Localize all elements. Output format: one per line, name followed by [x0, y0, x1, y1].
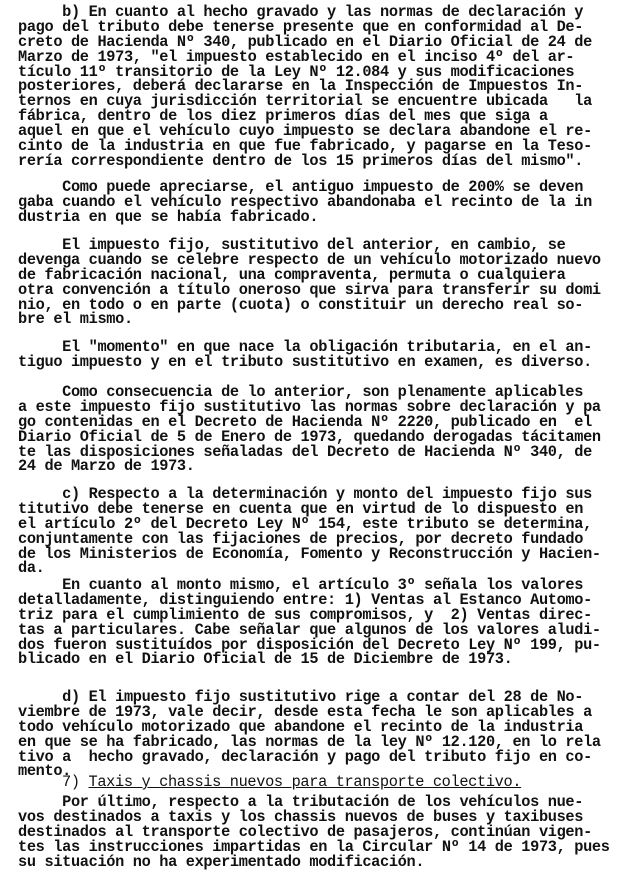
text-line: gaba cuando el vehículo respectivo abandonaba el recinto de la in — [18, 192, 592, 211]
text-line: tivo a hecho gravado, declaración y pago del tributo fijo en co- — [18, 747, 592, 766]
paragraph-monto — [18, 578, 623, 667]
text-line: c) Respecto a la determinación y monto del impuesto fijo sus — [18, 485, 592, 503]
paragraph-momento — [18, 340, 623, 370]
text-line: titutivo debe tenerse en cuenta que en virtud de lo dispuesto en — [18, 499, 584, 518]
text-line: otra convención a título oneroso que sirva para transferir su domi — [18, 280, 601, 299]
text-line: Como puede apreciarse, el antiguo impuesto de 200% se deven — [18, 178, 584, 196]
text-line: En cuanto al monto mismo, el artículo 3º señala los valores — [18, 576, 584, 594]
text-line: a este impuesto fijo sustitutivo las normas sobre declaración y pa — [18, 397, 601, 416]
text-line: ternos en cuya jurisdicción territorial se encuentre ubicada la — [18, 92, 592, 111]
text-line: te las disposiciones señaladas del Decreto de Hacienda Nº 340, de — [18, 442, 592, 461]
text-line: destinados al transporte colectivo de pasajeros, continúan vigen- — [18, 822, 592, 841]
section-heading-7 — [62, 773, 521, 791]
paragraph-antiguo-impuesto — [18, 180, 623, 225]
text-line: vos destinados a taxis y los chassis nuevos de buses y taxibuses — [18, 807, 584, 826]
text-line: d) El impuesto fijo sustitutivo rige a contar del 28 de No- — [18, 688, 584, 706]
text-line: pago del tributo debe tenerse presente que en conformidad al De- — [18, 17, 584, 36]
paragraph-c-determinacion — [18, 487, 623, 576]
text-line: detalladamente, distinguiendo entre: 1) Ventas al Estanco Automo- — [18, 590, 592, 609]
text-line: Marzo de 1973, "el impuesto establecido en el inciso 4º del ar- — [18, 47, 575, 66]
text-line: cinto de la industria en que fue fabricado, y pagarse en la Teso- — [18, 137, 592, 156]
text-line: tas a particulares. Cabe señalar que algunos de los valores aludi- — [18, 620, 601, 639]
section-title: Taxis y chassis nuevos para transporte colectivo. — [88, 773, 522, 791]
text-line: triz para el cumplimiento de sus compromisos, y 2) Ventas direc- — [18, 605, 592, 624]
text-line: nio, en todo o en parte (cuota) o constituir un derecho real so- — [18, 295, 584, 314]
text-line: tiguo impuesto y en el tributo sustitutivo en examen, es diverso. — [18, 352, 592, 371]
text-line: blicado en el Diario Oficial de 15 de Diciembre de 1973. — [18, 650, 513, 669]
text-line: viembre de 1973, vale decir, desde esta fecha le son aplicables a — [18, 702, 592, 721]
paragraph-b-hecho-gravado — [18, 5, 623, 169]
text-line: dos fueron sustituídos por disposición del Decreto Ley Nº 199, pu- — [18, 635, 601, 654]
text-line: mento. — [18, 762, 71, 781]
text-line: todo vehículo motorizado que abandone el recinto de la industria — [18, 717, 584, 736]
text-line: tes las instrucciones impartidas en la Circular Nº 14 de 1973, pues — [18, 837, 610, 856]
paragraph-taxis-chassis — [18, 795, 623, 869]
paragraph-d-vigencia — [18, 690, 623, 779]
section-number: 7) — [62, 773, 89, 791]
text-line: en que se ha fabricado, las normas de la ley Nº 12.120, en lo rela — [18, 732, 601, 751]
text-line: fábrica, dentro de los diez primeros días del mes que siga a — [18, 107, 548, 126]
text-line: posteriores, deberá declararse en la Inspección de Impuestos In- — [18, 77, 584, 96]
text-line: El impuesto fijo, sustitutivo del anterior, en cambio, se — [18, 236, 566, 254]
text-line: El "momento" en que nace la obligación tributaria, en el an- — [18, 338, 592, 356]
text-line: rería correspondiente dentro de los 15 primeros días del mismo". — [18, 151, 584, 170]
text-line: aquel en que el vehículo cuyo impuesto se declara abandone el re- — [18, 122, 592, 141]
text-line: tículo 11º transitorio de la Ley Nº 12.084 y sus modificaciones — [18, 62, 575, 81]
text-line: Diario Oficial de 5 de Enero de 1973, quedando derogadas tácitamen — [18, 427, 601, 446]
paragraph-impuesto-fijo — [18, 238, 623, 327]
text-line: Como consecuencia de lo anterior, son plenamente aplicables — [18, 383, 584, 401]
text-line: b) En cuanto al hecho gravado y las normas de declaración y — [18, 3, 584, 21]
text-line: da. — [18, 559, 45, 578]
text-line: el artículo 2º del Decreto Ley Nº 154, este tributo se determina, — [18, 514, 592, 533]
paragraph-consecuencia — [18, 385, 623, 474]
text-line: go contenidas en el Decreto de Hacienda Nº 2220, publicado en el — [18, 412, 592, 431]
text-line: su situación no ha experimentado modificación. — [18, 852, 425, 871]
text-line: 24 de Marzo de 1973. — [18, 457, 195, 476]
text-line: creto de Hacienda Nº 340, publicado en el Diario Oficial de 24 de — [18, 32, 592, 51]
text-line: de fabricación nacional, una compraventa, permuta o cualquiera — [18, 265, 566, 284]
text-line: bre el mismo. — [18, 310, 133, 329]
text-line: conjuntamente con las fijaciones de precios, por decreto fundado — [18, 529, 584, 548]
text-line: Por último, respecto a la tributación de los vehículos nue- — [18, 793, 584, 811]
text-line: de los Ministerios de Economía, Fomento y Reconstrucción y Hacien- — [18, 544, 601, 563]
text-line: devenga cuando se celebre respecto de un vehículo motorizado nuevo — [18, 250, 601, 269]
text-line: dustria en que se había fabricado. — [18, 207, 319, 226]
